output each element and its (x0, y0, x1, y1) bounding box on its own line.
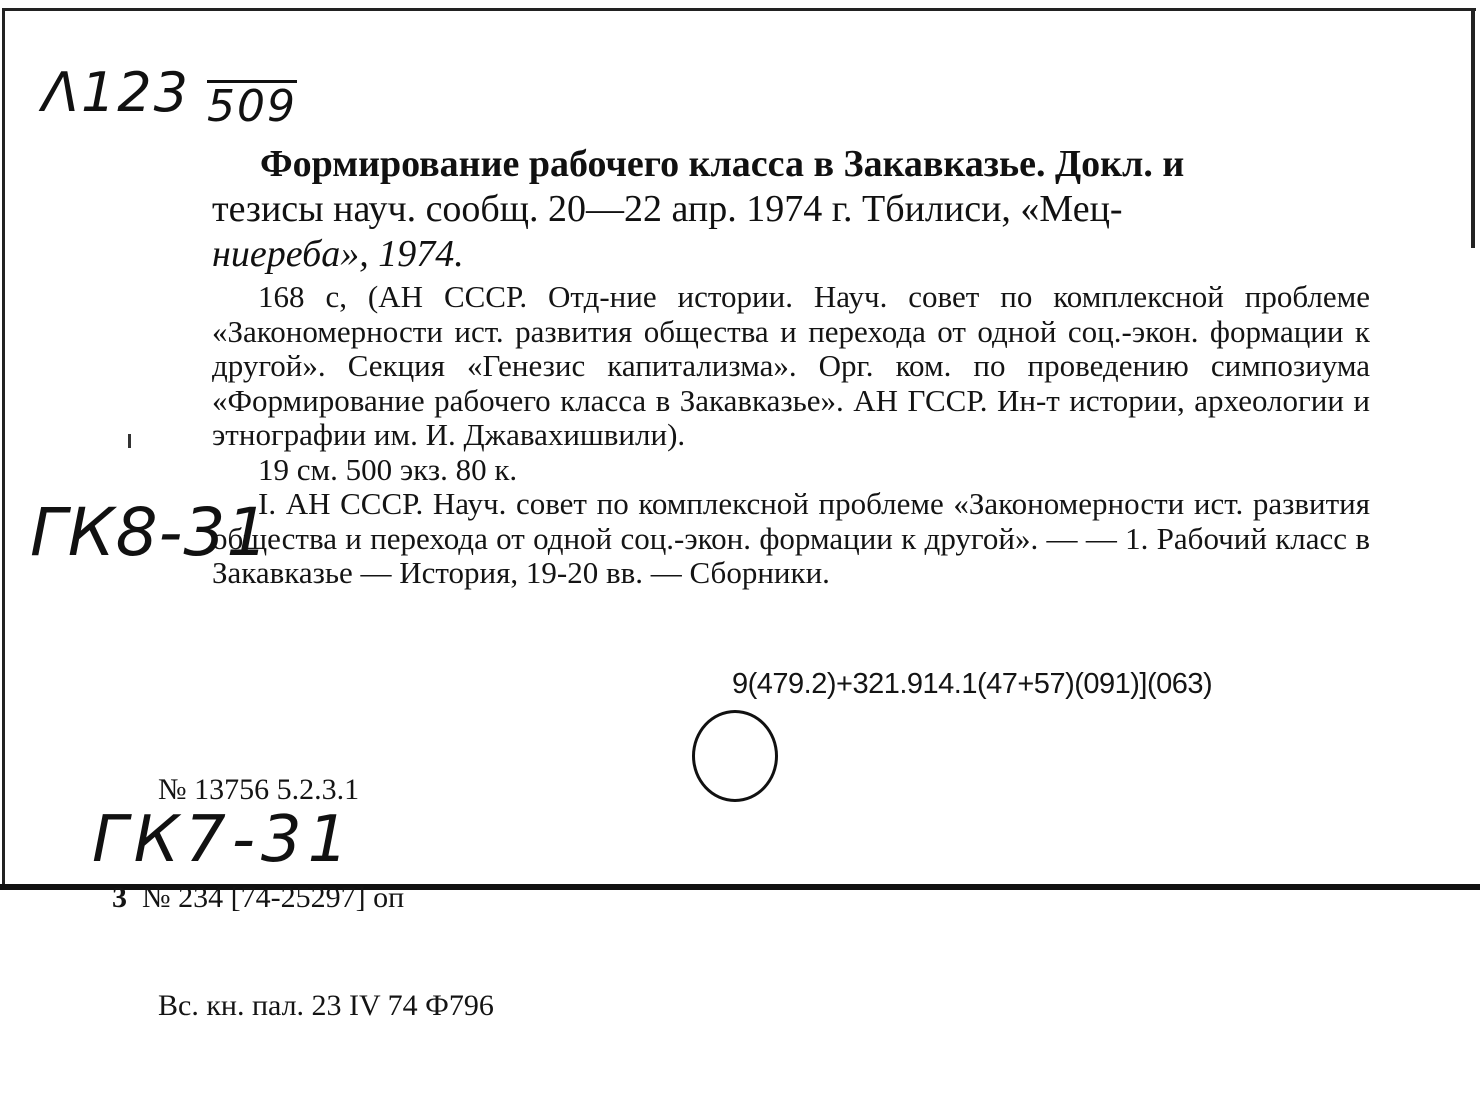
handwritten-shelf-number: 509 (207, 81, 297, 132)
title-line-1: Формирование рабочего класса в Закавказье. Докл. и (260, 143, 1185, 185)
card-border-right (1471, 8, 1475, 248)
card-description (212, 280, 1370, 591)
imprint-line-3: Вс. кн. пал. 23 IV 74 Ф796 (158, 989, 494, 1022)
handwritten-mark-2: ГК7-31 (92, 803, 355, 877)
handwritten-mark-1: ГК8-31 (30, 494, 270, 571)
card-border-top (2, 8, 1476, 11)
title-line-2: тезисы науч. сообщ. 20—22 апр. 1974 г. Тбилиси, «Мец- (212, 188, 1123, 230)
imprint-line-2 (112, 880, 494, 916)
collation-note: 168 с, (АН СССР. Отд-ние истории. Науч. совет по комплексной проблеме «Закономерности ист. развития общества и перехода от одной соц.-экон. формации к другой». Секция «Генезис капитализма». Орг. ком. по проведению симпозиума «Формирование рабочего класса в Закавказье». АН ГССР. Ин-т истории, археологии и этнографии им. И. Джавахишвили). (212, 279, 1370, 452)
imprint-line-2-text: № 234 [74-25297] оп (142, 881, 405, 914)
pencil-tick-mark (128, 434, 131, 448)
size-print-run: 19 см. 500 экз. 80 к. (258, 451, 518, 487)
imprint-line-1: № 13756 5.2.3.1 (158, 773, 360, 806)
title-line-3: ниереба», 1974. (212, 233, 464, 275)
circle-stamp (692, 710, 778, 802)
classification-index: 9(479.2)+321.914.1(47+57)(091)](063) (732, 668, 1213, 700)
card-border-left (2, 8, 5, 888)
handwritten-shelf-code: Λ123 (42, 61, 191, 124)
imprint-line-2-prefix: 3 (112, 881, 127, 914)
card-title (212, 142, 1378, 277)
imprint-block (112, 700, 494, 1096)
subject-headings: I. АН СССР. Науч. совет по комплексной проблеме «Закономерности ист. развития общества и перехода от одной соц.-экон. формации к другой». — — 1. Рабочий класс в Закавказье — История, 19-20 вв. — Сборники. (212, 486, 1370, 590)
